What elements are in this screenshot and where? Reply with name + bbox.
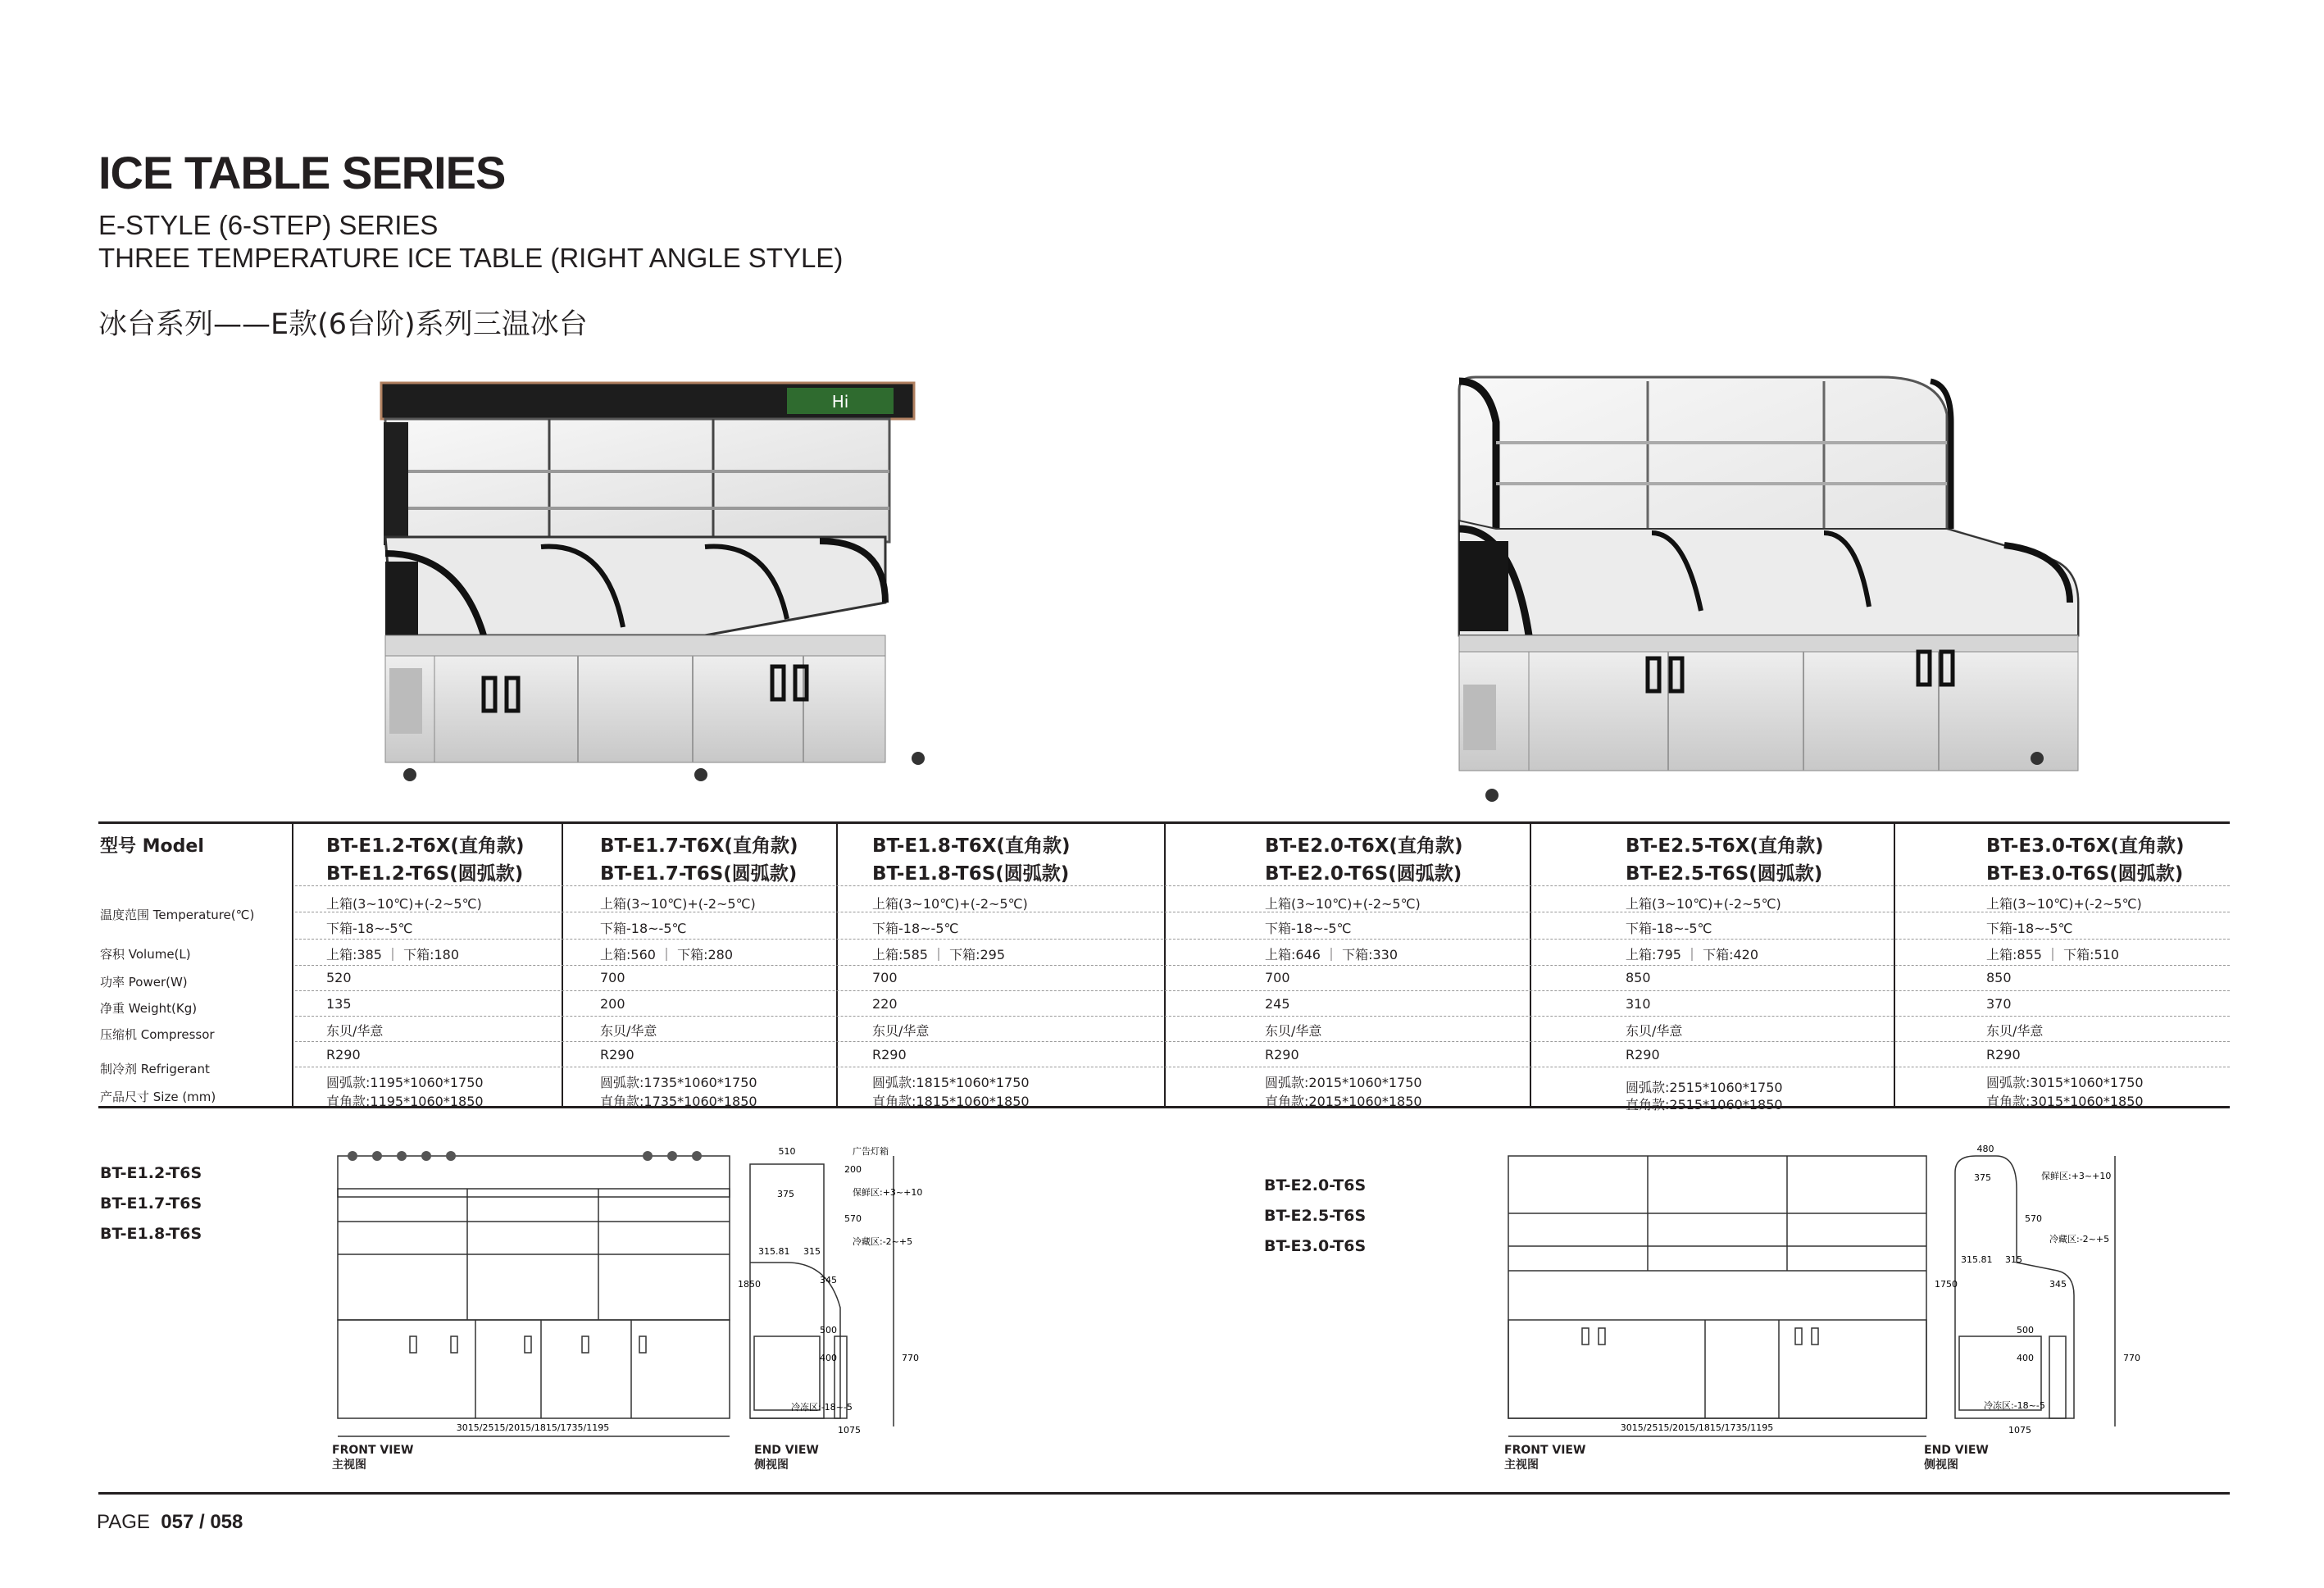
dim-h400: 400 — [2017, 1353, 2034, 1363]
caption-en: END VIEW — [1924, 1444, 1989, 1457]
dim-375: 375 — [1974, 1172, 1991, 1183]
power: 850 — [1626, 970, 1651, 985]
weight: 310 — [1626, 996, 1651, 1012]
temp-upper: 上箱(3~10℃)+(-2~5℃) — [326, 896, 482, 912]
dim-chill: 冷藏区:-2~+5 — [853, 1236, 913, 1247]
compressor: 东贝/华意 — [326, 1023, 384, 1039]
temp-lower: 下箱-18~-5℃ — [1626, 921, 1712, 936]
temp-lower: 下箱-18~-5℃ — [600, 921, 687, 936]
model-label: BT-E3.0-T6S — [1264, 1237, 1367, 1255]
model-s: BT-E1.2-T6S(圆弧款) — [326, 863, 524, 885]
model-s: BT-E2.5-T6S(圆弧款) — [1626, 863, 1823, 885]
refrigerant: R290 — [1986, 1047, 2021, 1062]
page-title: ICE TABLE SERIES — [98, 147, 506, 198]
right-drawing-models — [1264, 1171, 1366, 1262]
size-right: 直角款:3015*1060*1850 — [1986, 1094, 2144, 1109]
refrigerant: R290 — [872, 1047, 907, 1062]
compressor: 东贝/华意 — [1626, 1023, 1683, 1039]
weight: 220 — [872, 996, 898, 1012]
label-volume: 容积 Volume(L) — [100, 947, 191, 962]
dim-h570: 570 — [844, 1213, 862, 1224]
label-compressor: 压缩机 Compressor — [100, 1027, 215, 1042]
caption-cn: 侧视图 — [1924, 1458, 1958, 1472]
dim-1075: 1075 — [838, 1425, 861, 1436]
dim-h770: 770 — [2123, 1353, 2140, 1363]
size-arc: 圆弧款:3015*1060*1750 — [1986, 1075, 2144, 1090]
right-technical-drawing — [1484, 1140, 2148, 1443]
temp-upper: 上箱(3~10℃)+(-2~5℃) — [1986, 896, 2142, 912]
dim-375: 375 — [777, 1189, 794, 1199]
compressor: 东贝/华意 — [600, 1023, 657, 1039]
refrigerant: R290 — [1265, 1047, 1299, 1062]
temp-lower: 下箱-18~-5℃ — [1265, 921, 1352, 936]
dim-345: 345 — [820, 1275, 837, 1285]
spec-table — [98, 821, 2230, 1113]
model-label: BT-E1.7-T6S — [100, 1194, 202, 1213]
caption-cn: 侧视图 — [754, 1458, 789, 1472]
power: 700 — [872, 970, 898, 985]
dim-h400: 400 — [820, 1353, 837, 1363]
model-x: BT-E3.0-T6X(直角款) — [1986, 835, 2185, 857]
dim-chill: 冷藏区:-2~+5 — [2049, 1234, 2110, 1244]
size-right: 直角款:1735*1060*1850 — [600, 1094, 757, 1109]
model-col-3 — [872, 832, 1070, 888]
model-x: BT-E1.2-T6X(直角款) — [326, 835, 525, 857]
model-label: BT-E1.8-T6S — [100, 1225, 202, 1243]
model-label: BT-E2.5-T6S — [1264, 1207, 1367, 1225]
footer-divider — [98, 1492, 2230, 1495]
temp-upper: 上箱(3~10℃)+(-2~5℃) — [1265, 896, 1421, 912]
dim-h570: 570 — [2025, 1213, 2042, 1224]
series-subtitle: E-STYLE (6-STEP) SERIES — [98, 210, 439, 240]
weight: 245 — [1265, 996, 1290, 1012]
dim-sign: 广告灯箱 — [853, 1146, 889, 1157]
label-power: 功率 Power(W) — [100, 975, 188, 990]
refrigerant: R290 — [600, 1047, 634, 1062]
caption-cn: 主视图 — [332, 1458, 366, 1472]
size-right: 直角款:1815*1060*1850 — [872, 1094, 1030, 1109]
product-subtitle: THREE TEMPERATURE ICE TABLE (RIGHT ANGLE STYLE) — [98, 243, 844, 273]
left-drawing-models — [100, 1158, 202, 1249]
compressor: 东贝/华意 — [1265, 1023, 1322, 1039]
size-right: 直角款:1195*1060*1850 — [326, 1094, 484, 1109]
volume: 上箱:560 ｜ 下箱:280 — [600, 947, 734, 962]
size-right: 直角款:2515*1060*1850 — [1626, 1097, 1783, 1113]
volume: 上箱:795 ｜ 下箱:420 — [1626, 947, 1759, 962]
dim-h770: 770 — [902, 1353, 919, 1363]
size-arc: 圆弧款:1815*1060*1750 — [872, 1075, 1030, 1090]
model-x: BT-E1.7-T6X(直角款) — [600, 835, 798, 857]
model-x: BT-E2.5-T6X(直角款) — [1626, 835, 1824, 857]
power: 700 — [600, 970, 625, 985]
label-temperature: 温度范围 Temperature(℃) — [100, 908, 255, 922]
model-col-2 — [600, 832, 798, 888]
page-indicator — [97, 1511, 243, 1534]
temp-lower: 下箱-18~-5℃ — [872, 921, 959, 936]
chinese-title: 冰台系列——E款(6台阶)系列三温冰台 — [98, 308, 588, 341]
size-arc: 圆弧款:2015*1060*1750 — [1265, 1075, 1422, 1090]
dim-freeze: 冷冻区:-18~-5 — [1984, 1400, 2045, 1411]
power: 700 — [1265, 970, 1290, 985]
power: 520 — [326, 970, 352, 985]
dim-31581: 315.81 — [1961, 1254, 1993, 1265]
power: 850 — [1986, 970, 2012, 985]
dim-345: 345 — [2049, 1279, 2067, 1290]
page-number: 057 / 058 — [161, 1511, 243, 1533]
product-photo-right-angle — [361, 365, 967, 808]
dim-31581: 315.81 — [758, 1246, 790, 1257]
volume: 上箱:855 ｜ 下箱:510 — [1986, 947, 2120, 962]
product-photo-arc — [1439, 365, 2086, 808]
model-col-4 — [1265, 832, 1462, 888]
size-arc: 圆弧款:1735*1060*1750 — [600, 1075, 757, 1090]
model-label: BT-E2.0-T6S — [1264, 1176, 1367, 1194]
weight: 135 — [326, 996, 352, 1012]
size-arc: 圆弧款:2515*1060*1750 — [1626, 1080, 1783, 1095]
model-label: BT-E1.2-T6S — [100, 1164, 202, 1182]
volume: 上箱:585 ｜ 下箱:295 — [872, 947, 1006, 962]
sign-text: Hi — [831, 392, 849, 412]
dim-top: 510 — [778, 1146, 796, 1157]
caption-en: FRONT VIEW — [1504, 1444, 1586, 1457]
end-view-caption-right — [1924, 1443, 1989, 1472]
label-model: 型号 Model — [100, 836, 204, 857]
dim-freeze: 冷冻区:-18~-5 — [791, 1402, 853, 1413]
temp-lower: 下箱-18~-5℃ — [326, 921, 413, 936]
size-right: 直角款:2015*1060*1850 — [1265, 1094, 1422, 1109]
page-label: PAGE — [97, 1511, 150, 1533]
model-s: BT-E3.0-T6S(圆弧款) — [1986, 863, 2184, 885]
left-technical-drawing — [328, 1140, 976, 1443]
model-x: BT-E1.8-T6X(直角款) — [872, 835, 1071, 857]
dim-h1850: 1850 — [738, 1279, 761, 1290]
model-s: BT-E2.0-T6S(圆弧款) — [1265, 863, 1462, 885]
caption-cn: 主视图 — [1504, 1458, 1539, 1472]
temp-upper: 上箱(3~10℃)+(-2~5℃) — [600, 896, 756, 912]
dim-fresh: 保鲜区:+3~+10 — [853, 1187, 923, 1198]
dim-500: 500 — [820, 1325, 837, 1335]
weight: 370 — [1986, 996, 2012, 1012]
label-size: 产品尺寸 Size (mm) — [100, 1090, 216, 1104]
dim-h200: 200 — [844, 1164, 862, 1175]
size-arc: 圆弧款:1195*1060*1750 — [326, 1075, 484, 1090]
model-s: BT-E1.8-T6S(圆弧款) — [872, 863, 1070, 885]
model-col-6 — [1986, 832, 2184, 888]
refrigerant: R290 — [1626, 1047, 1660, 1062]
volume: 上箱:646 ｜ 下箱:330 — [1265, 947, 1398, 962]
dim-width: 3015/2515/2015/1815/1735/1195 — [1620, 1422, 1774, 1433]
refrigerant: R290 — [326, 1047, 361, 1062]
temp-upper: 上箱(3~10℃)+(-2~5℃) — [1626, 896, 1781, 912]
label-weight: 净重 Weight(Kg) — [100, 1001, 198, 1016]
model-x: BT-E2.0-T6X(直角款) — [1265, 835, 1463, 857]
end-view-caption-left — [754, 1443, 819, 1472]
compressor: 东贝/华意 — [1986, 1023, 2044, 1039]
dim-315: 315 — [803, 1246, 821, 1257]
dim-h1750: 1750 — [1935, 1279, 1958, 1290]
dim-500: 500 — [2017, 1325, 2034, 1335]
front-view-caption-left — [332, 1443, 413, 1472]
front-view-caption-right — [1504, 1443, 1585, 1472]
dim-width: 3015/2515/2015/1815/1735/1195 — [456, 1422, 610, 1433]
dim-top: 480 — [1976, 1144, 1994, 1154]
model-s: BT-E1.7-T6S(圆弧款) — [600, 863, 798, 885]
temp-upper: 上箱(3~10℃)+(-2~5℃) — [872, 896, 1028, 912]
dim-315: 315 — [2005, 1254, 2022, 1265]
volume: 上箱:385 ｜ 下箱:180 — [326, 947, 460, 962]
compressor: 东贝/华意 — [872, 1023, 930, 1039]
temp-lower: 下箱-18~-5℃ — [1986, 921, 2073, 936]
model-col-1 — [326, 832, 524, 888]
weight: 200 — [600, 996, 625, 1012]
dim-1075: 1075 — [2008, 1425, 2031, 1436]
label-refrigerant: 制冷剂 Refrigerant — [100, 1062, 210, 1076]
caption-en: END VIEW — [754, 1444, 819, 1457]
dim-fresh: 保鲜区:+3~+10 — [2041, 1171, 2112, 1181]
caption-en: FRONT VIEW — [332, 1444, 414, 1457]
model-col-5 — [1626, 832, 1823, 888]
